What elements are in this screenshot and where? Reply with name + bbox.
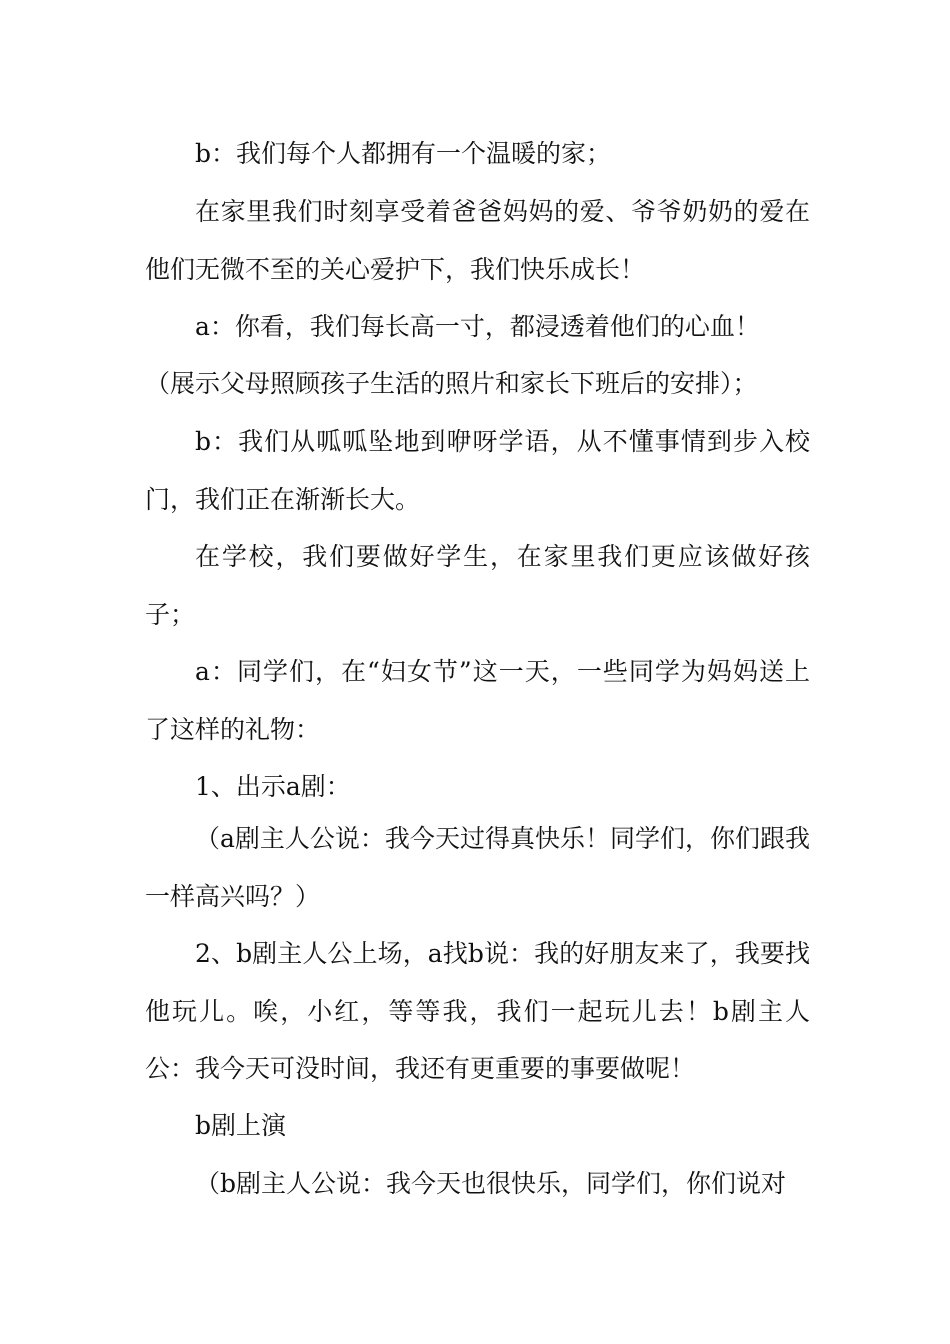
paragraph-11: b剧上演 <box>195 1111 287 1140</box>
paragraph-8: 1、出示a剧： <box>195 772 351 801</box>
paragraph-1: b：我们每个人都拥有一个温暖的家； <box>195 139 612 168</box>
paragraph-12: （b剧主人公说：我今天也很快乐，同学们，你们说对 <box>195 1169 787 1198</box>
paragraph-4: （展示父母照顾孩子生活的照片和家长下班后的安排）； <box>145 369 758 398</box>
paragraph-2: 在家里我们时刻享受着爸爸妈妈的爱、爷爷奶奶的爱在他们无微不至的关心爱护下，我们快乐成长！ <box>145 197 810 284</box>
paragraph-7: a：同学们，在“妇女节”这一天，一些同学为妈妈送上了这样的礼物： <box>145 657 810 744</box>
paragraph-10: 2、b剧主人公上场，a找b说：我的好朋友来了，我要找他玩儿。唉，小红，等等我，我们一起玩儿去！b剧主人公：我今天可没时间，我还有更重要的事要做呢！ <box>145 939 810 1083</box>
paragraph-5: b：我们从呱呱坠地到咿呀学语，从不懂事情到步入校门，我们正在渐渐长大。 <box>145 427 810 514</box>
paragraph-3: a：你看，我们每长高一寸，都浸透着他们的心血！ <box>195 312 760 341</box>
paragraph-9: （a剧主人公说：我今天过得真快乐！同学们，你们跟我一样高兴吗？） <box>145 824 810 911</box>
paragraph-6: 在学校，我们要做好学生，在家里我们更应该做好孩子； <box>145 542 810 629</box>
